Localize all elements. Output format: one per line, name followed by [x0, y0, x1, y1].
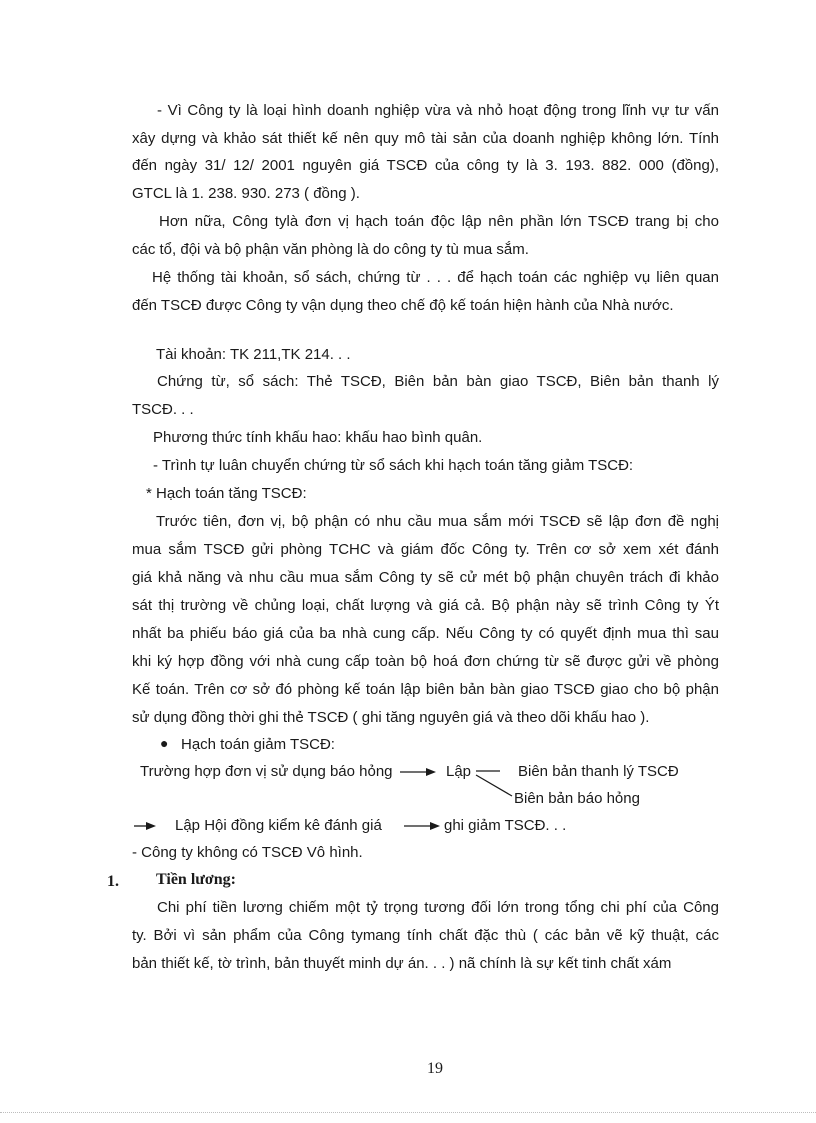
paragraph-line: Hệ thống tài khoản, sổ sách, chứng từ . . . để hạch toán các nghiệp vụ liên quan: [152, 269, 719, 286]
paragraph-line: khi ký hợp đồng với nhà cung cấp toàn bộ hoá đơn chứng từ sẽ được gửi về phòng: [132, 653, 719, 670]
no-intangible-line: - Công ty không có TSCĐ Vô hình.: [132, 844, 363, 861]
accounts-line: Tài khoản: TK 211,TK 214. . .: [156, 346, 351, 363]
documents-line: Chứng từ, sổ sách: Thẻ TSCĐ, Biên bản bàn giao TSCĐ, Biên bản thanh lý: [157, 373, 719, 390]
paragraph-line: Kế toán. Trên cơ sở đó phòng kế toán lập biên bản bàn giao TSCĐ giao cho bộ phận: [132, 681, 719, 698]
right-arrow-icon: [132, 819, 158, 833]
paragraph-line: - Vì Công ty là loại hình doanh nghiệp vừa và nhỏ hoạt động trong lĩnh vự tư vấn: [157, 102, 719, 119]
flow-branch-2: Biên bản báo hỏng: [514, 790, 640, 807]
right-arrow-icon: [398, 765, 438, 779]
procedure-line: - Trình tự luân chuyển chứng từ sổ sách khi hạch toán tăng giảm TSCĐ:: [153, 457, 634, 474]
paragraph-line: sử dụng đồng thời ghi thẻ TSCĐ ( ghi tăng nguyên giá và theo dõi khấu hao ).: [132, 709, 650, 726]
paragraph-line: các tổ, đội và bộ phận văn phòng là do công ty tù mua sắm.: [132, 241, 529, 258]
decrease-heading: Hạch toán giảm TSCĐ:: [181, 736, 335, 753]
increase-heading: * Hạch toán tăng TSCĐ:: [146, 485, 307, 502]
flow-council: Lập Hội đồng kiểm kê đánh giá: [175, 817, 382, 834]
paragraph-line: Chi phí tiền lương chiếm một tỷ trọng tương đối lớn trong tổng chi phí của Công: [157, 899, 719, 916]
paragraph-line: Trước tiên, đơn vị, bộ phận có nhu cầu mua sắm mới TSCĐ sẽ lập đơn đề nghị: [156, 513, 719, 530]
paragraph-line: đến TSCĐ được Công ty vận dụng theo chế độ kế toán hiện hành của Nhà nước.: [132, 297, 674, 314]
paragraph-line: mua sắm TSCĐ gửi phòng TCHC và giám đốc Công ty. Trên cơ sở xem xét đánh: [132, 541, 719, 558]
page-divider: [0, 1112, 816, 1113]
branch-lines: [470, 762, 520, 802]
paragraph-line: Hơn nữa, Công tylà đơn vị hạch toán độc lập nên phần lớn TSCĐ trang bị cho: [159, 213, 719, 230]
documents-line: TSCĐ. . .: [132, 401, 194, 418]
flow-step: Lập: [446, 763, 472, 780]
flow-branch-1: Biên bản thanh lý TSCĐ: [518, 763, 679, 780]
paragraph-line: sát thị trường về chủng loại, chất lượng và giá cả. Bộ phận này sẽ trình Công ty Ýt: [132, 597, 719, 614]
right-arrow-icon: [402, 819, 442, 833]
paragraph-line: đến ngày 31/ 12/ 2001 nguyên giá TSCĐ của công ty là 3. 193. 882. 000 (đồng),: [132, 157, 719, 174]
flow-end: ghi giảm TSCĐ. . .: [444, 817, 567, 834]
paragraph-line: xây dựng và khảo sát thiết kế nên quy mô tài sản của doanh nghiệp không lớn. Tính: [132, 130, 719, 147]
paragraph-line: nhất ba phiếu báo giá của ba nhà cung cấp. Nếu Công ty có quyết định mua thì sau: [132, 625, 719, 642]
paragraph-line: giá khả năng và nhu cầu mua sắm Công ty sẽ cử mét bộ phận chuyên trách đi khảo: [132, 569, 719, 586]
paragraph-line: bản thiết kế, tờ trình, bản thuyết minh dự án. . . ) nã chính là sự kết tinh chất xám: [132, 955, 672, 972]
depreciation-line: Phương thức tính khấu hao: khấu hao bình quân.: [153, 429, 483, 446]
flow-start: Trường hợp đơn vị sử dụng báo hỏng: [140, 763, 393, 780]
paragraph-line: GTCL là 1. 238. 930. 273 ( đồng ).: [132, 185, 360, 202]
section-title: Tiền lương:: [156, 871, 236, 888]
page-number: 19: [427, 1060, 443, 1077]
section-number: 1.: [107, 873, 119, 890]
paragraph-line: ty. Bởi vì sản phẩm của Công tymang tính chất đặc thù ( các bản vẽ kỹ thuật, các: [132, 927, 719, 944]
bullet-icon: ●: [160, 737, 169, 752]
